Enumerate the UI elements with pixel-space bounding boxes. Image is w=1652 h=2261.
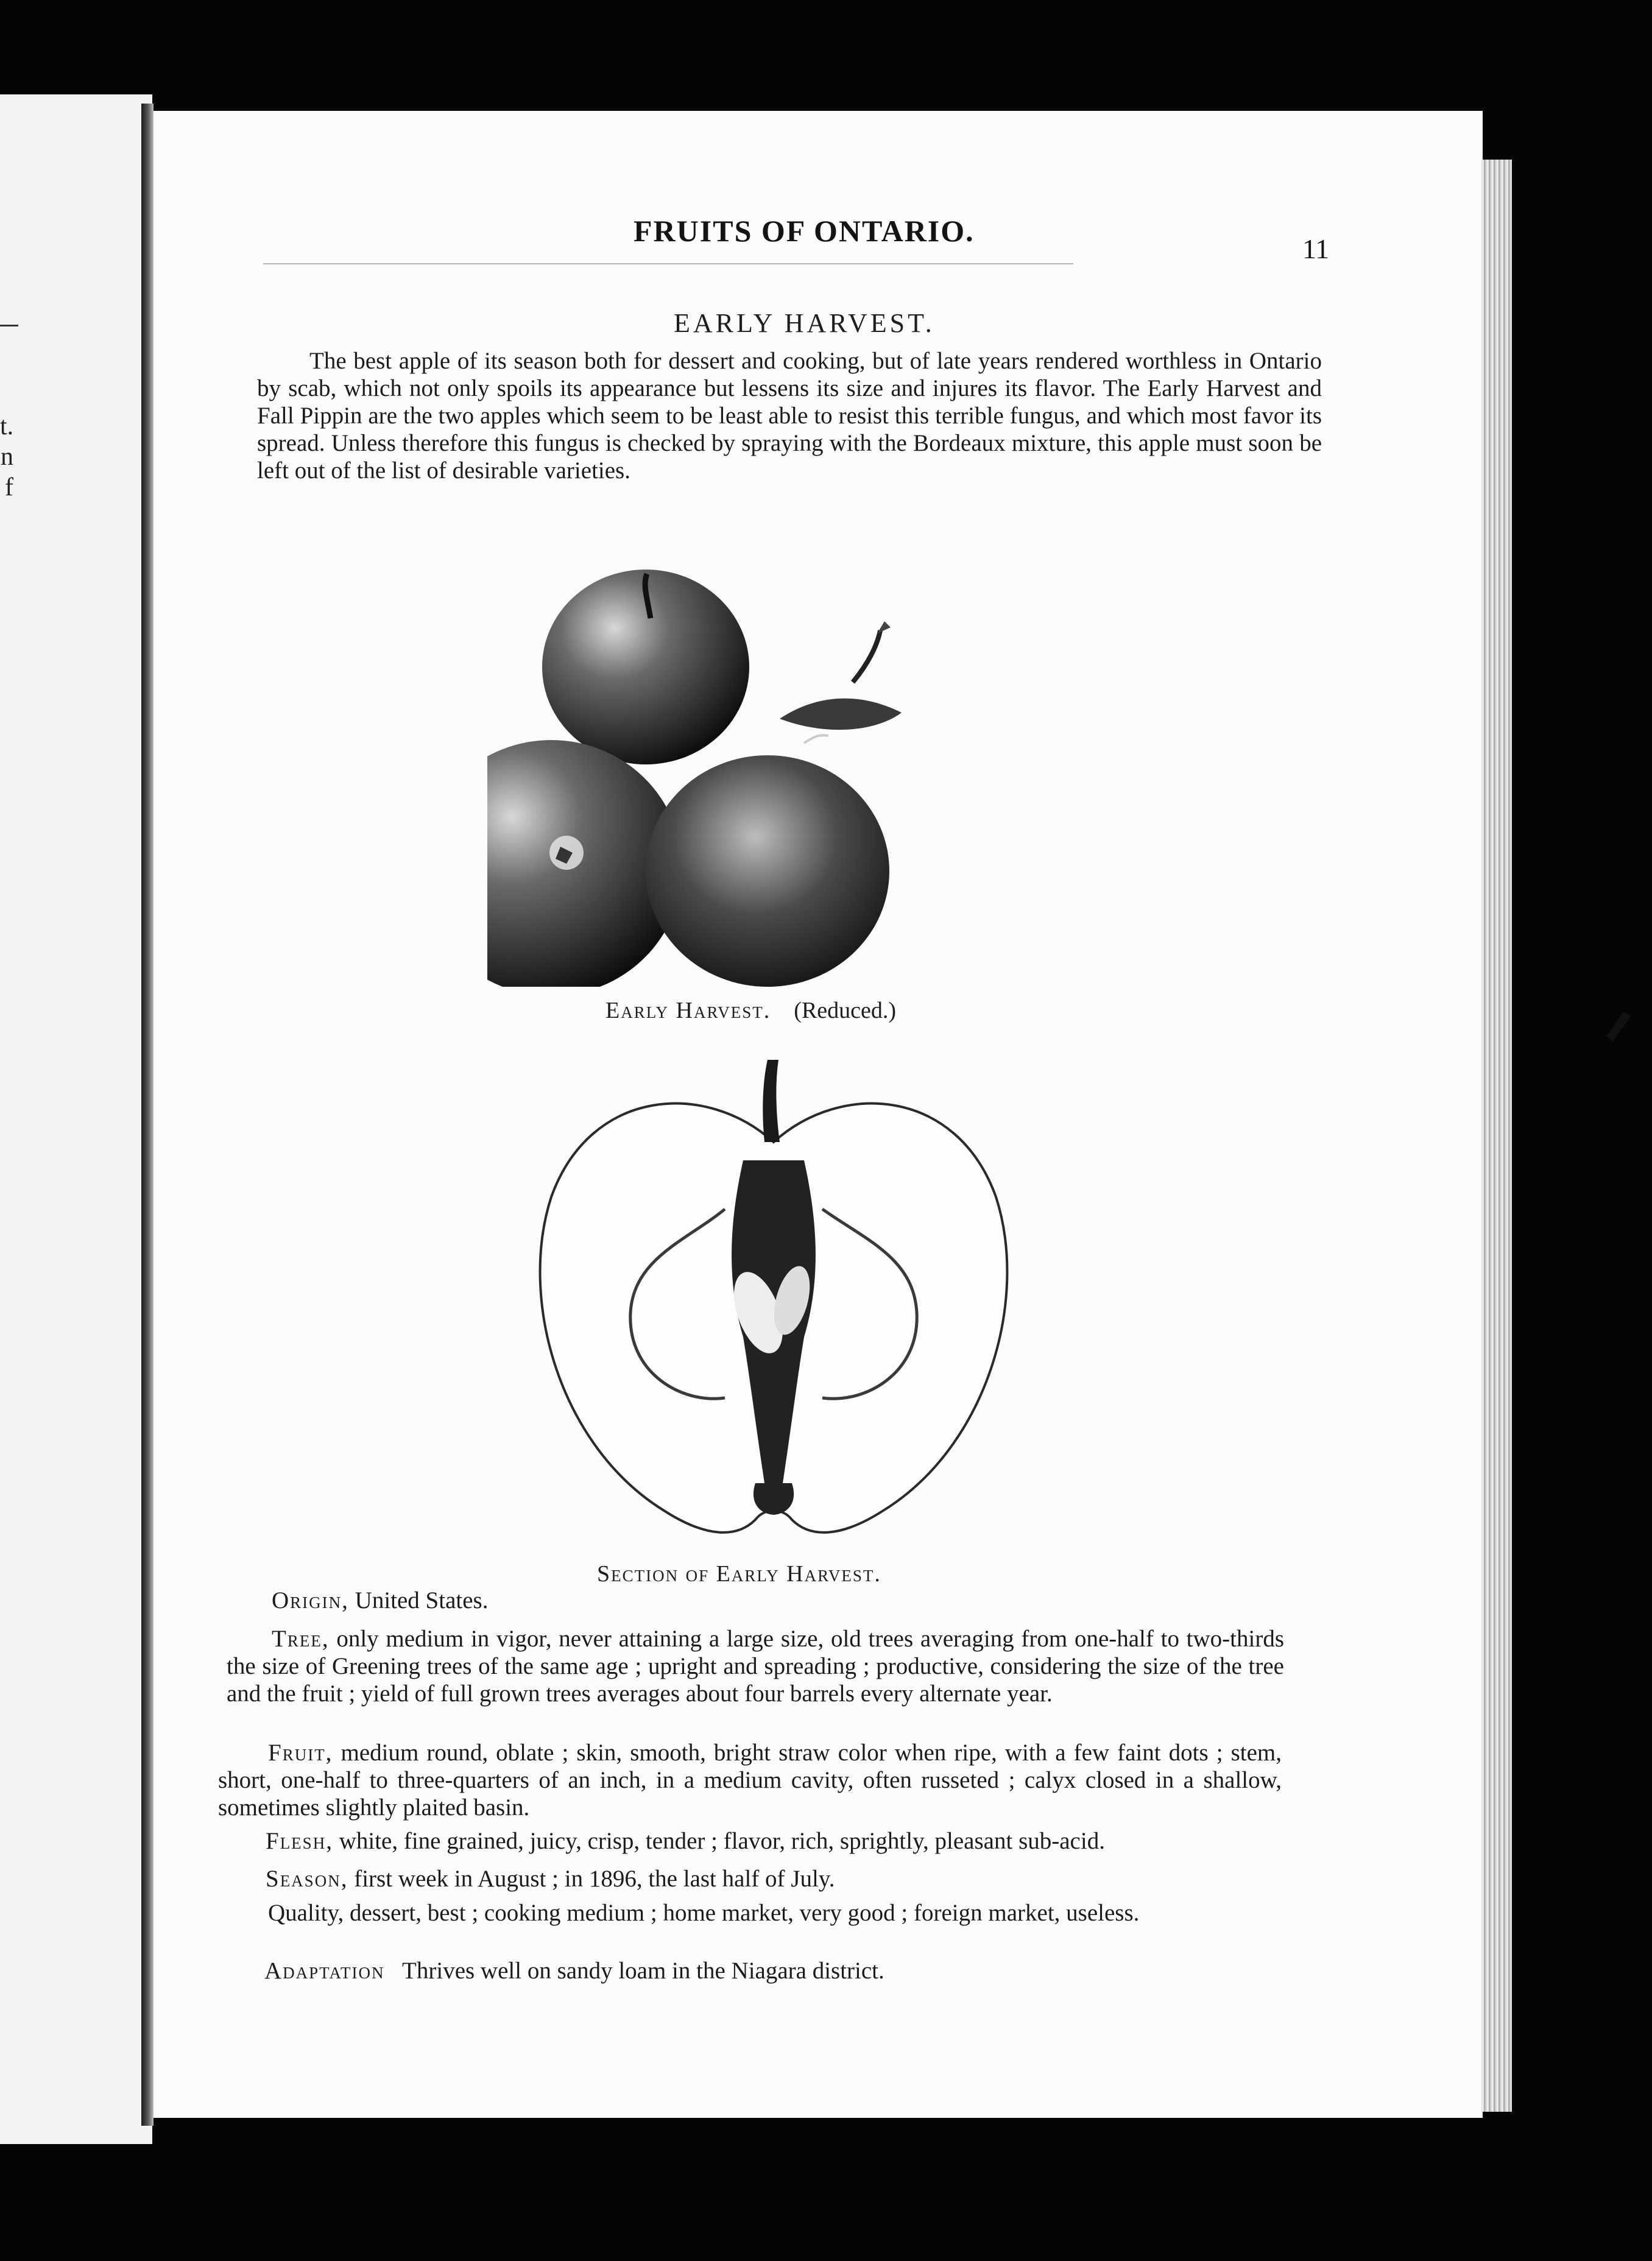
left-margin-char: t. — [0, 412, 14, 440]
apple-cross-section-photo — [524, 1057, 1023, 1556]
flesh-text: white, fine grained, juicy, crisp, tender ; flavor, rich, sprightly, pleasant sub-acid. — [339, 1828, 1105, 1854]
tree-text: only medium in vigor, never attaining a large size, old trees averaging from one-half to two-thirds the size of Greening trees of the same age ; upright and spreading ; productive, considering the size of the tree and the fruit ; yield of full grown trees averages about four barrels every alternate year. — [227, 1626, 1285, 1707]
page-edges — [1481, 160, 1512, 2112]
scan-speck — [1606, 1012, 1631, 1042]
adaptation-label: Adaptation — [264, 1958, 385, 1984]
intro-paragraph: The best apple of its season both for dessert and cooking, but of late years rendered worthless in Ontario by scab, which not only spoils its appearance but lessens its size and injures its flavor. The Early Harvest and Fall Pippin are the two apples which seem to be least able to resist this terrible fungus, and which most favor its spread. Unless therefore this fungus is checked by spraying with the Bordeaux mixture, this apple must soon be left out of the list of desirable varieties. — [257, 348, 1322, 484]
quality-paragraph — [214, 1899, 1277, 1927]
tree-paragraph — [227, 1625, 1284, 1707]
origin-text: United States. — [355, 1587, 489, 1614]
origin-label: Origin, — [272, 1587, 349, 1614]
figure1-caption — [605, 997, 896, 1024]
quality-label: Quality, — [268, 1900, 344, 1926]
flesh-paragraph — [266, 1827, 1277, 1855]
flesh-label: Flesh, — [266, 1828, 333, 1854]
left-margin-char: n — [1, 443, 13, 471]
fruit-paragraph — [218, 1739, 1282, 1821]
page-number: 11 — [1302, 233, 1330, 264]
figure1-caption-note: (Reduced.) — [794, 998, 897, 1023]
origin-paragraph — [272, 1587, 1124, 1614]
quality-text: dessert, best ; cooking medium ; home market, very good ; foreign market, useless. — [349, 1900, 1140, 1926]
adaptation-text: Thrives well on sandy loam in the Niagara district. — [402, 1958, 884, 1984]
season-text: first week in August ; in 1896, the last half of July. — [354, 1866, 835, 1892]
season-paragraph — [266, 1865, 1277, 1892]
header-rule — [263, 263, 1073, 264]
running-title: FRUITS OF ONTARIO. — [634, 214, 975, 248]
early-harvest-apples-photo — [487, 560, 1072, 987]
season-label: Season, — [266, 1866, 348, 1892]
tree-label: Tree, — [272, 1626, 330, 1652]
section-title: EARLY HARVEST. — [674, 308, 935, 338]
left-page-margin-text — [0, 411, 13, 503]
fruit-label: Fruit, — [268, 1740, 333, 1766]
left-facing-page — [0, 94, 152, 2144]
fruit-text: medium round, oblate ; skin, smooth, bright straw color when ripe, with a few faint dots ; stem, short, one-half to three-quarters of an inch, in a medium cavity, often russeted ; calyx closed in a shallow, sometimes slightly plaited basin. — [218, 1740, 1282, 1821]
left-page-dash — [0, 325, 18, 326]
figure1-caption-name: Early Harvest. — [605, 998, 771, 1023]
left-margin-char: f — [5, 473, 13, 501]
figure2-caption: Section of Early Harvest. — [597, 1561, 881, 1587]
book-spine — [141, 104, 154, 2126]
adaptation-paragraph — [264, 1957, 1276, 1984]
